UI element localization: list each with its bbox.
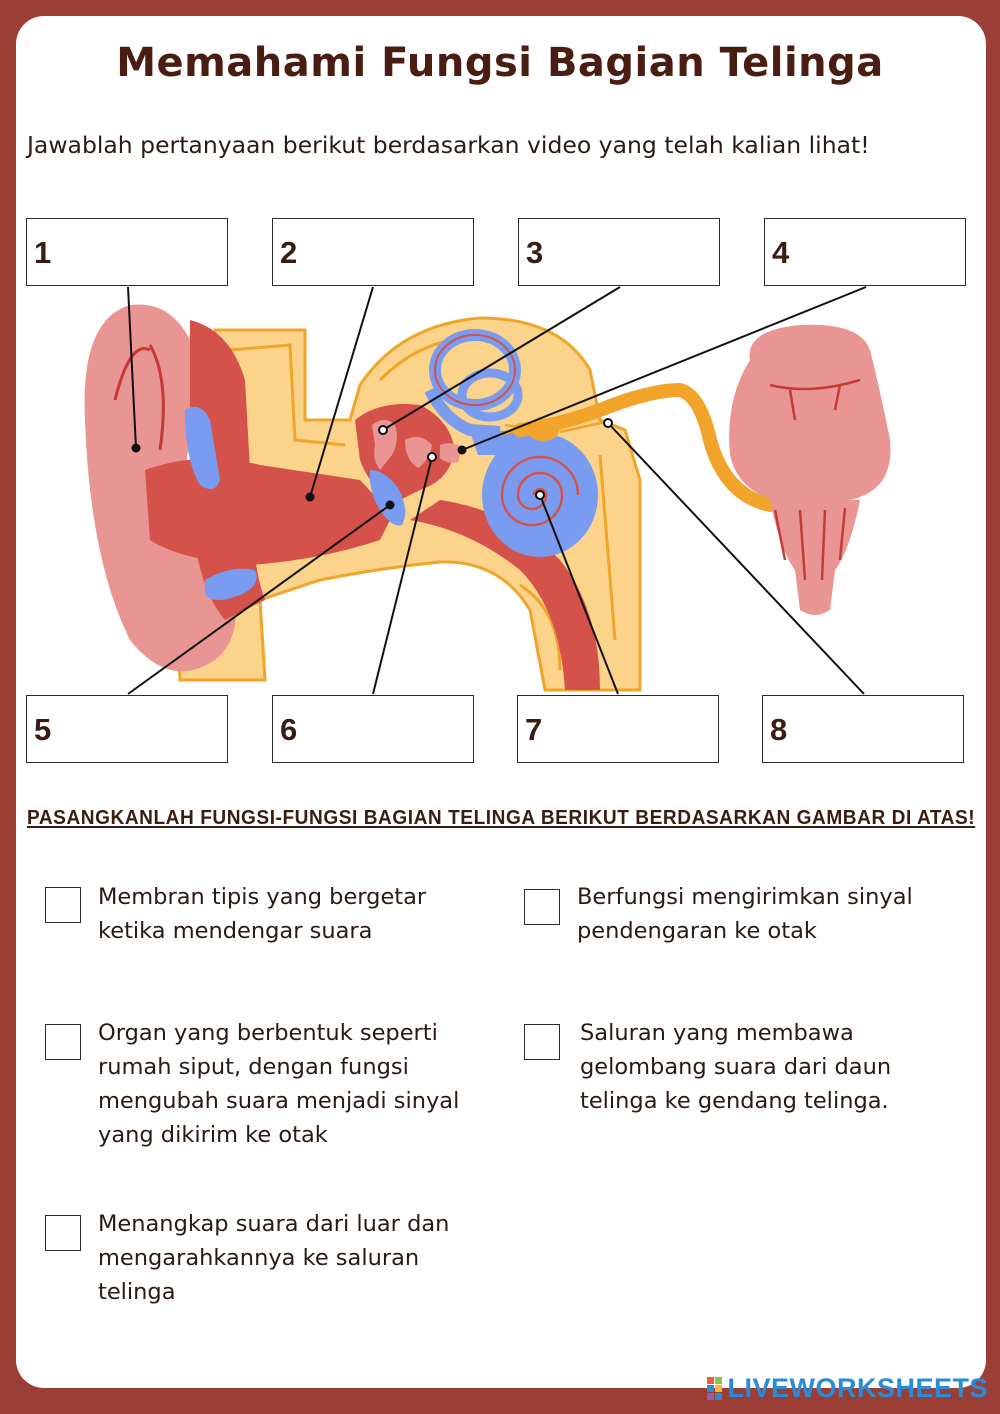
nerve-ganglion xyxy=(527,419,559,441)
answer-box-2[interactable] xyxy=(524,889,560,925)
instruction-text: Jawablah pertanyaan berikut berdasarkan video yang telah kalian lihat! xyxy=(27,131,870,159)
answer-box-5[interactable] xyxy=(45,1215,81,1251)
label-box-3[interactable] xyxy=(518,218,720,286)
label-box-8[interactable] xyxy=(762,695,964,763)
matching-instruction-heading: PASANGKANLAH FUNGSI-FUNGSI BAGIAN TELINGA BERIKUT BERDASARKAN GAMBAR DI ATAS! xyxy=(27,806,976,829)
answer-box-1[interactable] xyxy=(45,887,81,923)
function-text-5: Menangkap suara dari luar dan mengarahkannya ke saluran telinga xyxy=(98,1211,450,1305)
label-number: 5 xyxy=(34,712,52,747)
label-number: 2 xyxy=(280,235,298,270)
label-number: 4 xyxy=(772,235,790,270)
liveworksheets-brand xyxy=(707,1373,988,1404)
label-number: 8 xyxy=(770,712,788,747)
label-number: 7 xyxy=(525,712,543,747)
label-box-4[interactable] xyxy=(764,218,966,286)
answer-box-3[interactable] xyxy=(45,1024,81,1060)
label-box-7[interactable] xyxy=(517,695,719,763)
label-number: 6 xyxy=(280,712,298,747)
liveworksheets-logo-icon xyxy=(707,1377,723,1401)
function-text-2: Berfungsi mengirimkan sinyal pendengaran ke otak xyxy=(577,884,913,944)
label-box-1[interactable] xyxy=(26,218,228,286)
label-box-6[interactable] xyxy=(272,695,474,763)
function-text-4: Saluran yang membawa gelombang suara dari daun telinga ke gendang telinga. xyxy=(580,1020,892,1114)
answer-box-4[interactable] xyxy=(524,1024,560,1060)
function-text-3: Organ yang berbentuk seperti rumah siput, dengan fungsi mengubah suara menjadi sinyal yang dikirim ke otak xyxy=(98,1020,460,1148)
page-title: Memahami Fungsi Bagian Telinga xyxy=(116,40,884,86)
function-text-1: Membran tipis yang bergetar ketika mendengar suara xyxy=(98,884,427,944)
label-number: 1 xyxy=(34,235,52,270)
label-box-2[interactable] xyxy=(272,218,474,286)
brand-name: LIVEWORKSHEETS xyxy=(727,1373,988,1403)
label-box-5[interactable] xyxy=(26,695,228,763)
label-number: 3 xyxy=(526,235,544,270)
